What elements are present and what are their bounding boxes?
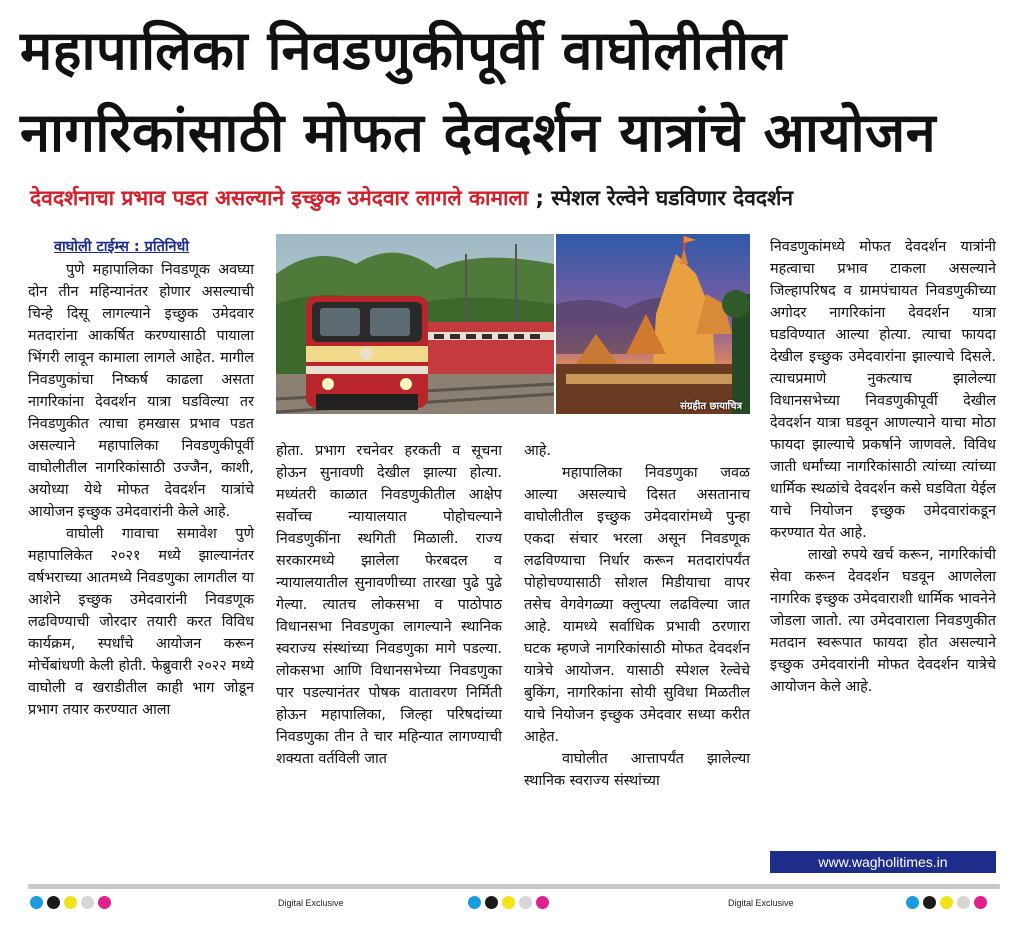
registration-dot — [64, 896, 77, 909]
footer-label: Digital Exclusive — [278, 898, 344, 908]
paragraph: वाघोली गावाचा समावेश पुणे महापालिकेत २०२१ मध्ये झाल्यानंतर वर्षभराच्या आतमध्ये निवडणुका लागतील या आशेने इच्छुक उमेदवारांनी निवडणूक लढविण्याची जोरदार तयारी करत विविध कार्यक्रम, स्पर्धांचे आयोजन करून मोर्चेबांधणी केली होती. फेब्रुवारी २०२२ मध्ये वाघोली व खराडीतील काही भाग जोडून प्रभाग तयार करण्यात आला — [28, 526, 254, 718]
registration-dot — [81, 896, 94, 909]
headline-line-1: महापालिका निवडणुकीपूर्वी वाघोलीतील — [20, 19, 787, 82]
paragraph: आहे. — [524, 443, 551, 459]
registration-dot — [906, 896, 919, 909]
temple-illustration — [556, 234, 750, 414]
train-photo — [276, 234, 554, 414]
paragraph: होता. प्रभाग रचनेवर हरकती व सूचना होऊन सुनावणी देखील झाल्या होत्या. मध्यंतरी काळात निवडणुकीतील आक्षेप सर्वोच्च न्यायालयात पोहोचल्याने निवडणुकींना स्थगिती मिळाली. राज्य सरकारमध्ये झालेला फेरबदल व न्यायालयातील सुनावणीच्या तारखा पुढे पुढे गेल्या. त्यातच लोकसभा व पाठोपाठ विधानसभा निवडणुका लागल्याने स्थानिक स्वराज्य संस्थांच्या निवडणुका मागे पडल्या. लोकसभा आणि विधानसभेच्या निवडणुका पार पडल्यानंतर पोषक वातावरण निर्मिती होऊन महापालिका, जिल्हा परिषदांच्या निवडणुका तीन ते चार महिन्यात लागण्याची शक्यता वर्तविली जात — [276, 443, 502, 767]
registration-dot — [468, 896, 481, 909]
registration-dot — [30, 896, 43, 909]
registration-dot — [519, 896, 532, 909]
registration-dot — [974, 896, 987, 909]
registration-dot — [98, 896, 111, 909]
registration-dot — [940, 896, 953, 909]
footer-label: Digital Exclusive — [728, 898, 794, 908]
article-column-1 — [28, 236, 254, 721]
paragraph: महापालिका निवडणुका जवळ आल्या असल्याचे दिसत असतानाच वाघोलीतील इच्छुक उमेदवारांमध्ये पुन्हा एकदा संचार भरला असून निवडणूक लढविण्याचा निर्धार करून मतदारांपर्यंत पोहोचण्यासाठी सोशल मिडीयाचा वापर तसेच वेगवेगळ्या क्लुप्त्या लढविल्या जात आहे. यामध्ये सर्वाधिक प्रभावी ठरणारा घटक म्हणजे नागरिकांसाठी मोफत देवदर्शन यात्रेचे आयोजन. यासाठी स्पेशल रेल्वेचे बुकिंग, नागरिकांना सोयी सुविधा मिळतील याचे नियोजन इच्छुक उमेदवार सध्या करीत आहेत. — [524, 465, 750, 745]
headline-line-2: नागरिकांसाठी मोफत देवदर्शन यात्रांचे आयोजन — [20, 101, 937, 164]
registration-dot — [47, 896, 60, 909]
color-registration-dots — [30, 896, 111, 909]
registration-dot — [957, 896, 970, 909]
paragraph: लाखो रुपये खर्च करून, नागरिकांची सेवा करून देवदर्शन घडवून आणलेला नागरिक इच्छुक उमेदवाराशी धार्मिक भावनेने जोडला जातो. त्या उमेदवाराला निवडणुकीत मतदान स्वरूपात फायदा होत असल्याने इच्छुक उमेदवारांनी मोफत देवदर्शन यात्रेचे आयोजन केले आहे. — [770, 547, 996, 695]
color-registration-dots — [906, 896, 987, 909]
photo-caption: संग्रहीत छायाचित्र — [680, 401, 742, 412]
registration-dot — [485, 896, 498, 909]
train-illustration — [276, 234, 554, 414]
paragraph: पुणे महापालिका निवडणूक अवघ्या दोन तीन महिन्यानंतर होणार असल्याची चिन्हे दिसू लागल्याने इच्छुक उमेदवार मतदारांना आकर्षित करण्यासाठी पायाला भिंगरी लावून कामाला लागले आहेत. मागील निवडणुकांचा निष्कर्ष काढला असता नागरिकांना देवदर्शन यात्रा घडविल्या तर निवडणुकीत त्याचा हमखास प्रभाव पडत असल्याने महापालिका निवडणुकीपूर्वी वाघोलीतील नागरिकांसाठी उज्जैन, काशी, अयोध्या येथे मोफत देवदर्शन यात्रांचे आयोजन इच्छुक उमेदवारांनी केले आहे. — [28, 262, 254, 520]
article-column-2 — [276, 440, 502, 770]
paragraph: निवडणुकांमध्ये मोफत देवदर्शन यात्रांनी महत्वाचा प्रभाव टाकला असल्याने जिल्हापरिषद व ग्रामपंचायत निवडणुकीच्या अगोदर नागरिकांना देवदर्शन यात्रा घडविण्यात आल्या होत्या. त्याचा फायदा देखील इच्छुक उमेदवारांना झाल्याचे दिसले. त्याचप्रमाणे नुकत्याच झालेल्या विधानसभेच्या निवडणुकीपूर्वी देखील देवदर्शन यात्रा घडवून आणल्याने याचा मोठा फायदा झाल्याचे प्रकर्षाने जाणवले. विविध जाती धर्मांच्या नागरिकांसाठी त्यांच्या त्यांच्या धार्मिक स्थळांचे देवदर्शन कसे घडविता येईल याचे नियोजन इच्छुक उमेदवारांकडून करण्यात येत आहे. — [770, 239, 996, 541]
article-column-3 — [524, 440, 750, 792]
subheadline-dark: ; स्पेशल रेल्वेने घडविणार देवदर्शन — [528, 186, 794, 210]
temple-photo — [556, 234, 750, 414]
paragraph: वाघोलीत आत्तापर्यंत झालेल्या स्थानिक स्वराज्य संस्थांच्या — [524, 751, 750, 789]
registration-dot — [923, 896, 936, 909]
color-registration-dots — [468, 896, 549, 909]
byline: वाघोली टाईम्स : प्रतिनिधी — [54, 239, 190, 255]
footer-divider — [28, 884, 1000, 889]
registration-dot — [536, 896, 549, 909]
subheadline-red: देवदर्शनाचा प्रभाव पडत असल्याने इच्छुक उमेदवार लागले कामाला — [30, 186, 529, 210]
website-link[interactable]: www.wagholitimes.in — [770, 851, 996, 873]
subheadline — [30, 183, 1005, 213]
article-column-4 — [770, 236, 996, 698]
registration-dot — [502, 896, 515, 909]
